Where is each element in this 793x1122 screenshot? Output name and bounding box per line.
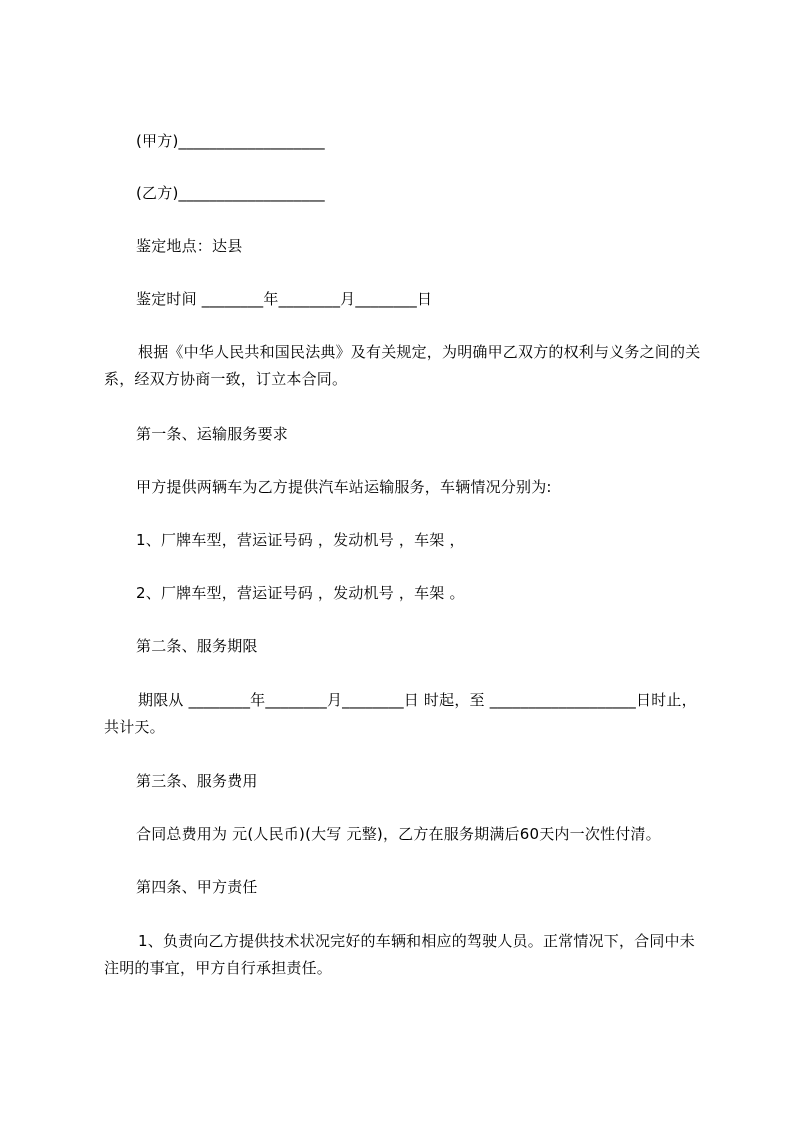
vehicle-1-details: 1、厂牌车型，营运证号码 ，发动机号 ，车架 ， xyxy=(136,531,465,549)
term-paragraph xyxy=(104,687,704,741)
article-3-title: 第三条、服务费用 xyxy=(136,772,258,790)
fee-text: 合同总费用为 元(人民币)(大写 元整)，乙方在服务期满后60天内一次性付清。 xyxy=(136,825,661,843)
article-1-title: 第一条、运输服务要求 xyxy=(136,425,289,443)
preamble-paragraph xyxy=(104,339,704,393)
inspection-date: 鉴定时间 ________年________月________日 xyxy=(136,290,433,308)
article-2-title: 第二条、服务期限 xyxy=(136,637,258,655)
duty-1-paragraph xyxy=(104,928,704,982)
term-text: 期限从 ________年________月________日 时起，至 ___________________日时止，共计天。 xyxy=(104,691,697,736)
party-b-line: (乙方)___________________ xyxy=(136,184,325,202)
inspection-location: 鉴定地点：达县 xyxy=(136,237,243,255)
article-4-title: 第四条、甲方责任 xyxy=(136,878,258,896)
preamble-text: 根据《中华人民共和国民法典》及有关规定，为明确甲乙双方的权利与义务之间的关系，经双方协商一致，订立本合同。 xyxy=(104,343,701,388)
duty-1-text: 1、负责向乙方提供技术状况完好的车辆和相应的驾驶人员。正常情况下，合同中未注明的事宜，甲方自行承担责任。 xyxy=(104,932,695,977)
party-a-line: (甲方)___________________ xyxy=(136,132,325,150)
vehicle-2-details: 2、厂牌车型，营运证号码 ，发动机号 ，车架 。 xyxy=(136,584,465,602)
article-1-intro: 甲方提供两辆车为乙方提供汽车站运输服务，车辆情况分别为: xyxy=(136,478,552,496)
